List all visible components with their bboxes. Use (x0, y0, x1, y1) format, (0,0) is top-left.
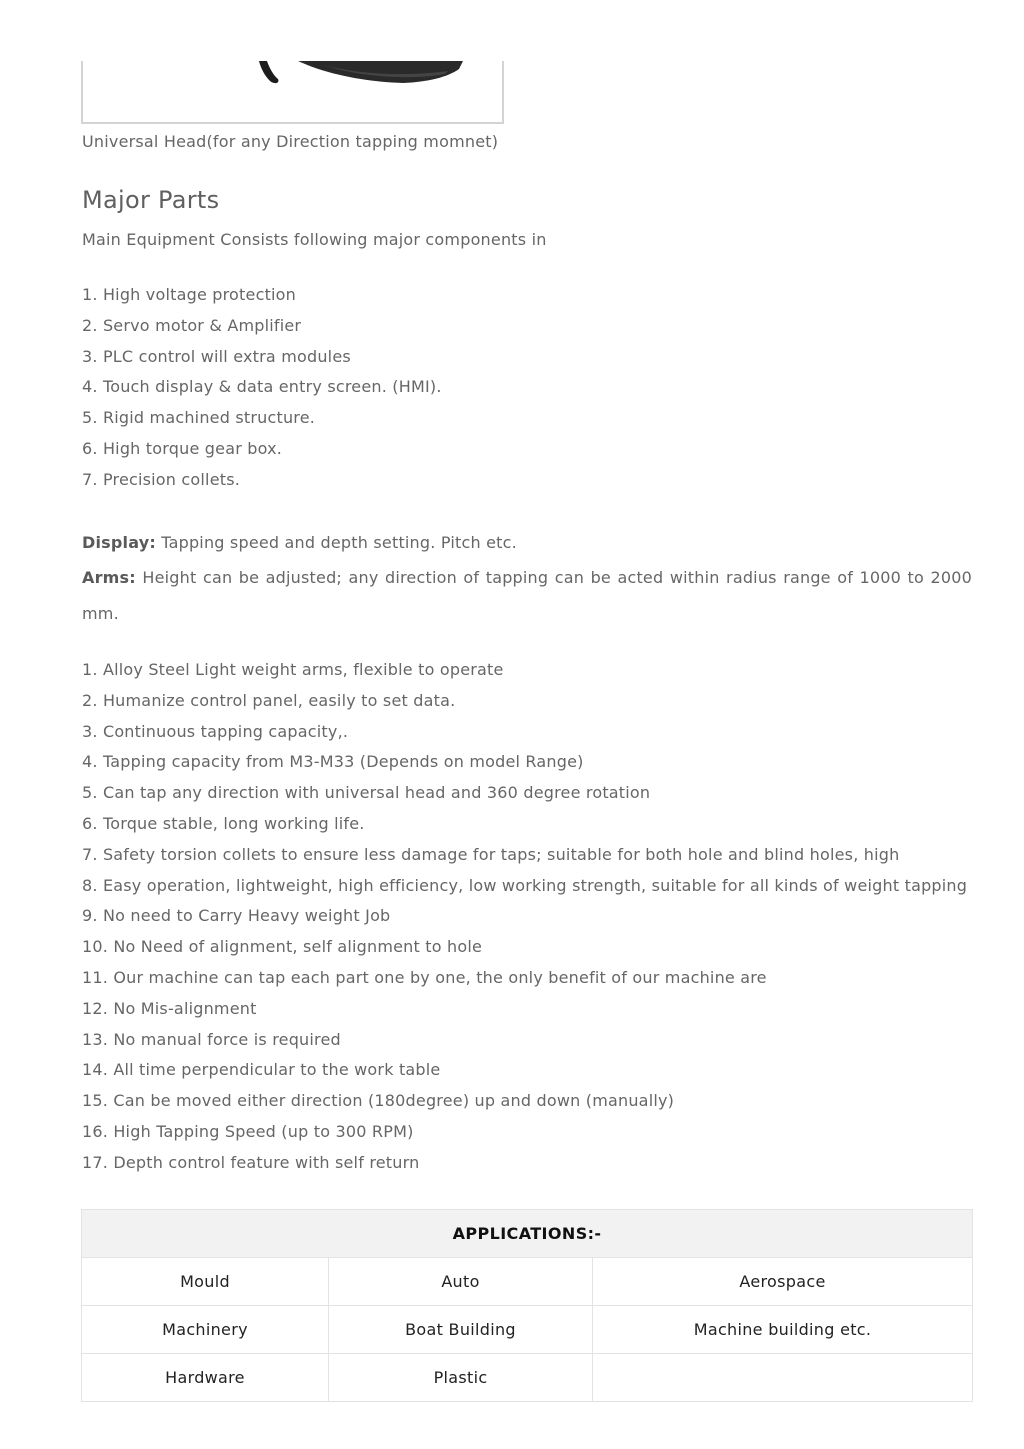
list-item: 4. Touch display & data entry screen. (HMI). (82, 377, 442, 397)
list-item: 12. No Mis-alignment (82, 998, 257, 1018)
list-item: 10. No Need of alignment, self alignment to hole (82, 937, 483, 957)
list-item: 3. Continuous tapping capacity,. (82, 721, 349, 741)
section-title: Major Parts (82, 186, 220, 214)
table-cell: Boat Building (329, 1306, 593, 1354)
product-image (81, 61, 504, 124)
table-row (82, 1258, 973, 1306)
list-item: 9. No need to Carry Heavy weight Job (82, 906, 391, 926)
list-item: 4. Tapping capacity from M3-M33 (Depends on model Range) (82, 752, 584, 772)
list-item: 17. Depth control feature with self return (82, 1152, 420, 1172)
applications-table (81, 1209, 973, 1402)
list-item: 6. High torque gear box. (82, 438, 283, 458)
list-item: 13. No manual force is required (82, 1029, 341, 1049)
list-item: 5. Rigid machined structure. (82, 408, 316, 428)
applications-table-wrapper (81, 1209, 972, 1387)
display-text: Tapping speed and depth setting. Pitch etc. (155, 533, 517, 552)
list-item: 11. Our machine can tap each part one by one, the only benefit of our machine are (82, 967, 767, 987)
list-item: 5. Can tap any direction with universal head and 360 degree rotation (82, 783, 651, 803)
list-item: 6. Torque stable, long working life. (82, 813, 365, 833)
table-row (82, 1354, 973, 1402)
list-item: 2. Servo motor & Amplifier (82, 315, 302, 335)
display-paragraph (82, 533, 972, 552)
table-cell: Hardware (82, 1354, 329, 1402)
features-list (82, 658, 967, 1182)
image-caption: Universal Head(for any Direction tapping momnet) (82, 132, 499, 151)
list-item: 1. High voltage protection (82, 285, 297, 304)
list-item: 14. All time perpendicular to the work table (82, 1060, 441, 1080)
list-item: 3. PLC control will extra modules (82, 346, 351, 366)
list-item: 7. Safety torsion collets to ensure less damage for taps; suitable for both hole and blind holes, high (82, 844, 900, 864)
table-cell: Machine building etc. (593, 1306, 973, 1354)
list-item: 1. Alloy Steel Light weight arms, flexible to operate (82, 660, 504, 679)
list-item: 2. Humanize control panel, easily to set data. (82, 690, 456, 710)
list-item: 16. High Tapping Speed (up to 300 RPM) (82, 1121, 414, 1141)
table-header-row (82, 1210, 973, 1258)
table-cell: Aerospace (593, 1258, 973, 1306)
table-cell (593, 1354, 973, 1402)
table-cell: Auto (329, 1258, 593, 1306)
applications-header: APPLICATIONS:- (82, 1210, 973, 1258)
table-cell: Plastic (329, 1354, 593, 1402)
list-item: 7. Precision collets. (82, 469, 241, 489)
section-intro: Main Equipment Consists following major components in (82, 230, 547, 249)
list-item: 8. Easy operation, lightweight, high efficiency, low working strength, suitable for all kinds of weight tapping (82, 875, 968, 895)
table-cell: Machinery (82, 1306, 329, 1354)
tapping-head-image (83, 61, 506, 124)
arms-text: Height can be adjusted; any direction of tapping can be acted within radius range of 1000 to 2000 mm. (82, 568, 972, 623)
table-row (82, 1306, 973, 1354)
arms-label: Arms: (82, 568, 136, 587)
table-cell: Mould (82, 1258, 329, 1306)
arms-paragraph (82, 560, 972, 632)
list-item: 15. Can be moved either direction (180degree) up and down (manually) (82, 1091, 675, 1111)
major-parts-list (82, 283, 442, 499)
display-label: Display: (82, 533, 156, 552)
